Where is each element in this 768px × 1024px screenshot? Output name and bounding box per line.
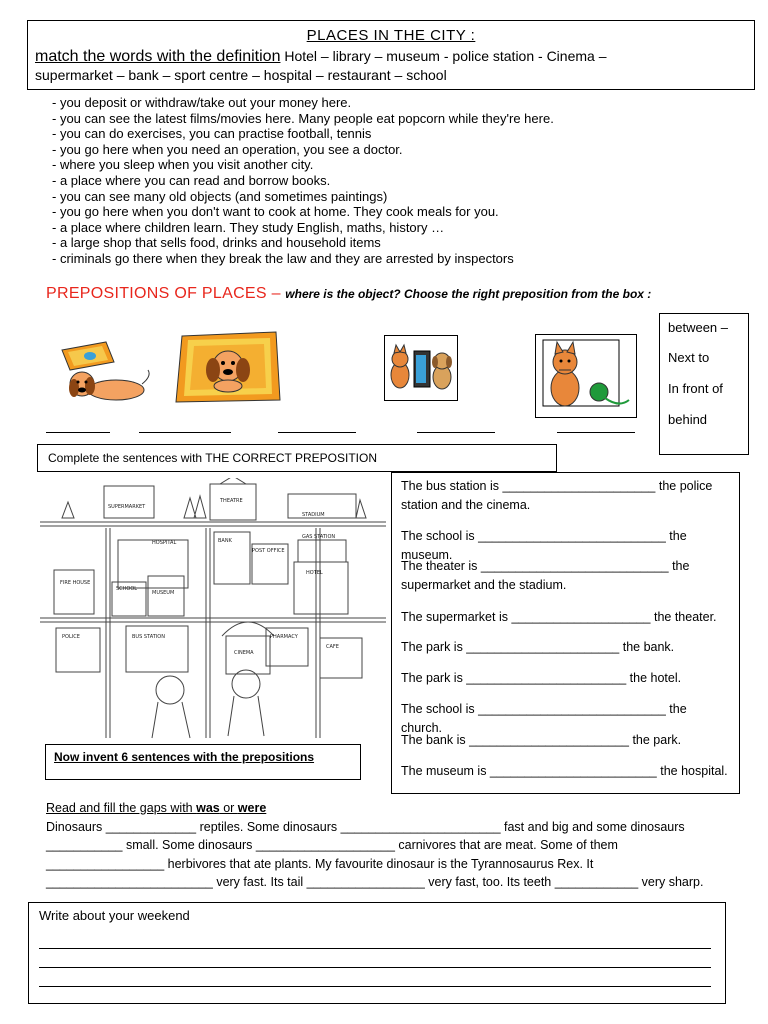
complete-instruction-box [37, 444, 557, 472]
map-label-bank: BANK [218, 538, 232, 544]
writing-line[interactable] [39, 967, 711, 968]
answer-line[interactable] [278, 432, 356, 433]
gap-fill-line: Dinosaurs _____________ reptiles. Some dinosaurs _______________________ fast and big and some dinosaurs [46, 819, 685, 834]
definition-item: - you deposit or withdraw/take out your money here. [52, 95, 352, 110]
prepositions-title: PREPOSITIONS OF PLACES – [46, 285, 281, 302]
map-label-police: POLICE [62, 634, 80, 640]
definition-item: - you go here when you need an operation, you see a doctor. [52, 141, 403, 157]
prepositions-question: where is the object? Choose the right preposition from the box : [285, 287, 652, 301]
sentence-item: The museum is ________________________ the hospital. [401, 764, 728, 778]
gap-fill-was: was [196, 801, 220, 815]
map-label-bus-station: BUS STATION [132, 634, 165, 640]
gap-fill-were: were [237, 801, 267, 815]
definition-item: - you can see many old objects (and sometimes paintings) [52, 188, 388, 204]
word-list-2: supermarket – bank – sport centre – hospital – restaurant – school [35, 67, 447, 83]
match-instruction [35, 47, 748, 84]
map-label-cinema: CINEMA [234, 650, 254, 656]
definitions-list [52, 95, 554, 267]
sentence-item: The bank is _______________________ the park. [401, 733, 682, 747]
writing-line[interactable] [39, 986, 711, 987]
definition-item: - a place where you can read and borrow books. [52, 172, 331, 188]
gap-fill-line: _________________ herbivores that ate plants. My favourite dinosaur is the Tyrannosaurus Rex. It [46, 856, 594, 871]
sentence-item: The school is ___________________________ the church. [401, 702, 687, 735]
map-label-gas-station: GAS STATION [302, 534, 336, 540]
prepositions-box [659, 313, 749, 455]
gap-fill-or: or [219, 801, 238, 815]
sentence-item: The park is _______________________ the hotel. [401, 671, 682, 685]
definition-item: - where you sleep when you visit another city. [52, 157, 314, 173]
gap-fill-line: ___________ small. Some dinosaurs ____________________ carnivores that are meat. Some of them [46, 838, 618, 852]
prepositions-heading [46, 285, 651, 303]
answer-line[interactable] [46, 432, 110, 433]
sentences-box [391, 472, 740, 794]
writing-line[interactable] [39, 948, 711, 949]
answer-line[interactable] [139, 432, 231, 433]
cat-ball-picture [535, 334, 637, 418]
definition-item: - a large shop that sells food, drinks and household items [52, 235, 381, 251]
dog-rug-picture-2 [172, 326, 284, 406]
gap-fill-exercise [46, 799, 703, 892]
preposition-option: between – [668, 320, 728, 335]
answer-line[interactable] [417, 432, 495, 433]
title-box [27, 20, 755, 90]
map-label-hospital: HOSPITAL [152, 540, 177, 546]
gap-fill-instruction [46, 799, 703, 818]
gap-fill-instruction-text: Read and fill the gaps with [46, 801, 197, 815]
map-label-school: SCHOOL [116, 586, 138, 592]
sentence-item: The park is ______________________ the bank. [401, 640, 675, 654]
weekend-prompt: Write about your weekend [39, 908, 190, 923]
map-label-supermarket: SUPERMARKET [108, 504, 146, 510]
word-list-1: Hotel – library – museum - police station - Cinema – [280, 48, 607, 64]
invent-instruction: Now invent 6 sentences with the prepositions [54, 750, 315, 764]
sentence-item: The bus station is ______________________ the police station and the cinema. [401, 479, 713, 512]
page-title: PLACES IN THE CITY : [306, 27, 476, 44]
match-heading: match the words with the definition [35, 48, 281, 65]
map-label-hotel: HOTEL [306, 570, 323, 576]
sentence-item: The theater is ___________________________ the supermarket and the stadium. [401, 559, 690, 592]
dog-rug-picture-1 [44, 328, 160, 410]
preposition-option: Next to [668, 350, 710, 365]
answer-line[interactable] [557, 432, 635, 433]
sentence-item: The school is ___________________________ the museum. [401, 529, 687, 562]
map-label-post-office: POST OFFICE [252, 548, 285, 554]
definition-item: - a place where children learn. They study English, maths, history … [52, 219, 445, 235]
preposition-option: In front of [668, 381, 723, 396]
gap-fill-line: ________________________ very fast. Its tail _________________ very fast, too. Its teeth ____________ very sharp. [46, 875, 704, 889]
definition-item: - criminals go there when they break the law and they are arrested by inspectors [52, 250, 514, 266]
city-map-illustration [40, 478, 390, 740]
definition-item: - you go here when you don't want to cook at home. They cook meals for you. [52, 204, 499, 220]
map-label-museum: MUSEUM [152, 590, 175, 596]
cat-box-dog-picture [384, 335, 458, 401]
map-label-cafe: CAFE [326, 644, 339, 650]
definition-item: - you can do exercises, you can practise football, tennis [52, 126, 372, 142]
invent-sentences-box [45, 744, 361, 780]
sentence-item: The supermarket is ____________________ the theater. [401, 610, 717, 624]
map-label-stadium: STADIUM [302, 512, 325, 518]
weekend-writing-box [28, 902, 726, 1004]
map-label-pharmacy: PHARMACY [270, 634, 298, 640]
definition-item: - you can see the latest films/movies here. Many people eat popcorn while they're here. [52, 110, 554, 126]
map-label-fire-house: FIRE HOUSE [60, 580, 91, 586]
map-label-theatre: THEATRE [220, 498, 243, 504]
preposition-option: behind [668, 412, 708, 427]
complete-instruction: Complete the sentences with THE CORRECT PREPOSITION [48, 451, 377, 465]
